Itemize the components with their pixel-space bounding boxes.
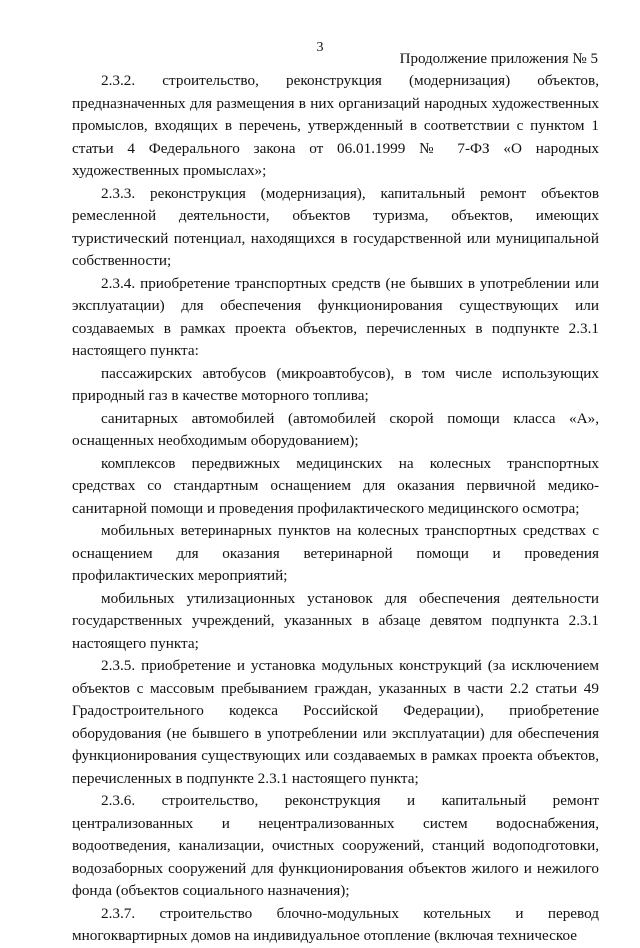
paragraph: 2.3.6. строительство, реконструкция и капитальный ремонт централизованных и нецентрализованных систем водоснабжения, водоотведения, канализации, очистных сооружений, станций водоподготовки, водозаборных сооружений для функционирования объектов жилого и нежилого фонда (объектов социального назначения); xyxy=(72,792,599,899)
paragraph: санитарных автомобилей (автомобилей скорой помощи класса «А», оснащенных необходимым оборудованием); xyxy=(72,409,599,449)
paragraph: 2.3.2. строительство, реконструкция (модернизация) объектов, предназначенных для размещения в них организаций народных художественных промыслов, входящих в перечень, утвержденный в соответствии с пунктом 1 статьи 4 Федерального закона от 06.01.1999 № 7-ФЗ «О народных художественных промыслах»; xyxy=(72,72,599,179)
page-number: 3 xyxy=(316,40,324,55)
paragraph: мобильных ветеринарных пунктов на колесных транспортных средствах с оснащением для оказания ветеринарной помощи и проведения профилактических мероприятий; xyxy=(72,522,599,584)
paragraph: пассажирских автобусов (микроавтобусов), в том числе использующих природный газ в качестве моторного топлива; xyxy=(72,364,599,404)
paragraph: 2.3.3. реконструкция (модернизация), капитальный ремонт объектов ремесленной деятельности, объектов туризма, объектов, имеющих туристический потенциал, находящихся в государственной или муниципальной собственности; xyxy=(72,184,599,269)
paragraph: 2.3.4. приобретение транспортных средств (не бывших в употреблении или эксплуатации) для обеспечения функционирования существующих или создаваемых в рамках проекта объектов, перечисленных в подпункте 2.3.1 настоящего пункта: xyxy=(72,274,599,359)
paragraph: 2.3.7. строительство блочно-модульных котельных и перевод многоквартирных домов на индивидуальное отопление (включая техническое xyxy=(72,904,599,944)
document-body xyxy=(72,70,599,948)
paragraph: 2.3.5. приобретение и установка модульных конструкций (за исключением объектов с массовым пребыванием граждан, указанных в части 2.2 статьи 49 Градостроительного кодекса Российской Федерации), приобретение оборудования (не бывшего в употреблении или эксплуатации) для обеспечения функционирования существующих или создаваемых в рамках проекта объектов, перечисленных в подпункте 2.3.1 настоящего пункта; xyxy=(72,657,599,787)
paragraph: мобильных утилизационных установок для обеспечения деятельности государственных учреждений, указанных в абзаце девятом подпункта 2.3.1 настоящего пункта; xyxy=(72,589,599,652)
appendix-continuation-note: Продолжение приложения № 5 xyxy=(399,51,598,67)
paragraph: комплексов передвижных медицинских на колесных транспортных средствах со стандартным оснащением для оказания первичной медико-санитарной помощи и проведения профилактического медицинского осмотра; xyxy=(72,454,599,517)
